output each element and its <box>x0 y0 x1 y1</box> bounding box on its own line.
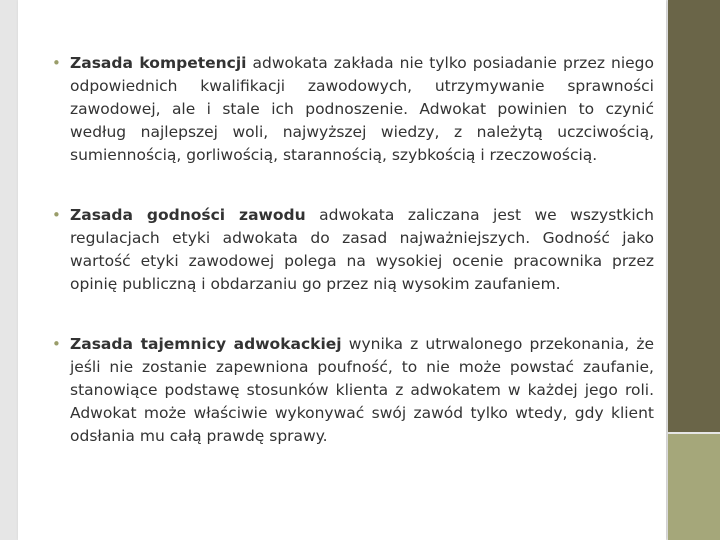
bullet-text: adwokata zaliczana jest we wszystkich regulacjach etyki adwokata do zasad najważniejszych. Godność jako wartość etyki zawodowej polega na wysokiej ocenie pracownika przez opinię publiczną i obdarzaniu go przez nią wysokim zaufaniem. <box>70 206 655 293</box>
bullet-term: Zasada tajemnicy adwokackiej <box>70 335 342 353</box>
bullet-icon: • <box>52 335 61 353</box>
bullet-item-dignity <box>50 204 654 296</box>
bullet-text: wynika z utrwalonego przekonania, że jeśli nie zostanie zapewniona poufność, to nie może powstać zaufanie, stanowiące podstawę stosunków klienta z adwokatem w każdej jego roli. Adwokat może właściwie wykonywać swój zawód tylko wtedy, gdy klient odsłania mu całą prawdę sprawy. <box>70 335 654 445</box>
bullet-list <box>50 52 654 485</box>
bullet-term: Zasada godności zawodu <box>70 206 306 224</box>
bullet-icon: • <box>52 206 61 224</box>
bullet-item-competence <box>50 52 654 167</box>
bullet-term: Zasada kompetencji <box>70 54 247 72</box>
bullet-text: adwokata zakłada nie tylko posiadanie przez niego odpowiednich kwalifikacji zawodowych, utrzymywanie sprawności zawodowej, ale i stale ich podnoszenie. Adwokat powinien to czynić według najlepszej woli, najwyższej wiedzy, z należytą uczciwością, sumiennością, gorliwością, starannością, szybkością i rzeczowością. <box>70 54 654 164</box>
bullet-icon: • <box>52 54 61 72</box>
decorative-side-bar-dark <box>668 0 720 432</box>
decorative-side-bar-light <box>668 434 720 540</box>
bullet-item-secrecy <box>50 333 654 448</box>
